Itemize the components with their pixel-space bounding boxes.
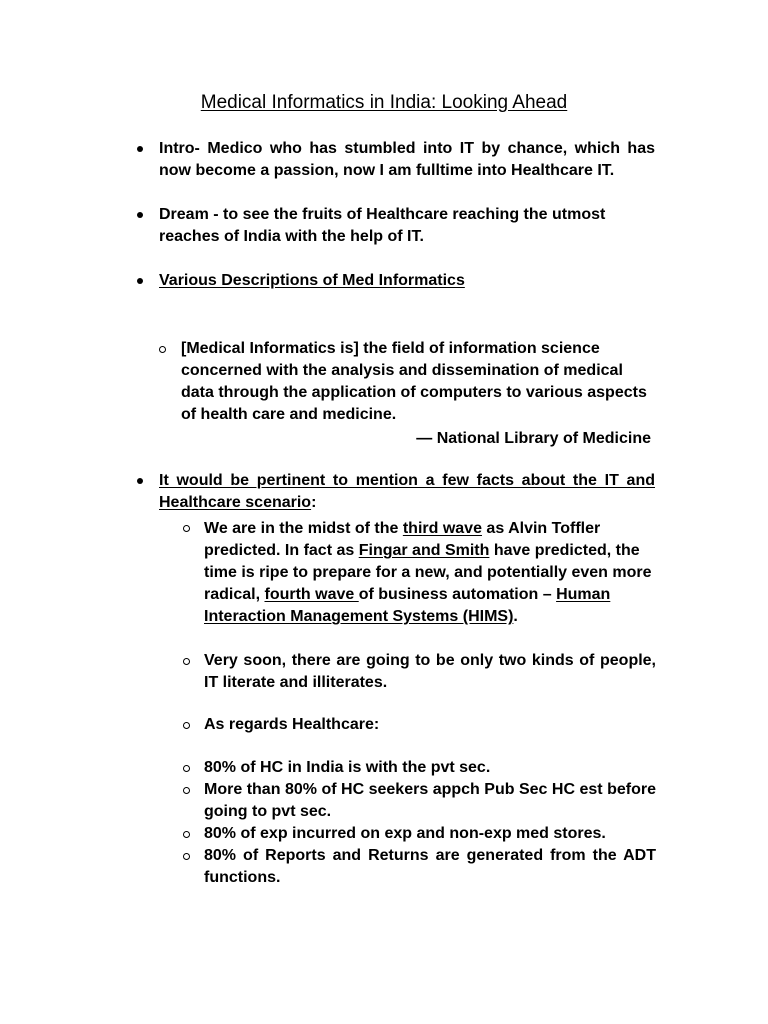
bullet-dot xyxy=(137,212,143,218)
wave-fact-text-3: have predicted, the time is ripe to prepare for a new, and potentially even more radical, xyxy=(204,542,652,603)
descriptions-heading-text: Various Descriptions of Med Informatics xyxy=(159,272,465,289)
hc-item: More than 80% of HC seekers appch Pub Sec HC est before going to pvt sec. xyxy=(204,781,656,820)
fingar-smith-link: Fingar and Smith xyxy=(358,542,490,559)
bullet-dot xyxy=(137,146,143,152)
facts-heading-text: It would be pertinent to mention a few facts about the IT and Healthcare scenario xyxy=(159,472,655,511)
sub-bullet-ring xyxy=(183,525,190,532)
literacy-fact: Very soon, there are going to be only two kinds of people, IT literate and illiterates. xyxy=(204,652,656,691)
wave-fact xyxy=(204,518,656,628)
descriptions-heading xyxy=(159,270,655,292)
sub-bullet-ring xyxy=(159,346,166,353)
bullet-dot xyxy=(137,278,143,284)
hc-item: 80% of exp incurred on exp and non-exp med stores. xyxy=(204,825,606,842)
healthcare-heading: As regards Healthcare: xyxy=(204,716,380,733)
sub-bullet-ring xyxy=(183,765,190,772)
definition-quote: [Medical Informatics is] the field of information science concerned with the analysis and dissemination of medical data through the application of computers to various aspects of health care and medicine. xyxy=(181,340,647,423)
intro-bullet: Intro- Medico who has stumbled into IT by chance, which has now become a passion, now I am fulltime into Healthcare IT. xyxy=(159,140,655,179)
sub-bullet-ring xyxy=(183,658,190,665)
sub-bullet-ring xyxy=(183,831,190,838)
hc-item: 80% of HC in India is with the pvt sec. xyxy=(204,759,491,776)
facts-heading-colon: : xyxy=(311,494,317,511)
sub-bullet-ring xyxy=(183,853,190,860)
sub-bullet-ring xyxy=(183,722,190,729)
wave-fact-text-2: as Alvin Toffler predicted. In fact as xyxy=(204,520,601,559)
wave-fact-text-4: of business automation – xyxy=(358,586,557,603)
facts-heading xyxy=(159,470,655,514)
page-title: Medical Informatics in India: Looking Ahead xyxy=(200,92,568,113)
bullet-dot xyxy=(137,478,143,484)
hc-item: 80% of Reports and Returns are generated from the ADT functions. xyxy=(204,847,656,886)
sub-bullet-ring xyxy=(183,787,190,794)
fourth-wave-link: fourth wave xyxy=(264,586,359,603)
dream-bullet: Dream - to see the fruits of Healthcare reaching the utmost reaches of India with the help of IT. xyxy=(159,206,606,245)
wave-fact-text-1: We are in the midst of the xyxy=(204,520,403,537)
third-wave-link: third wave xyxy=(402,520,482,537)
wave-fact-text-5: . xyxy=(513,608,518,625)
hims-link: Human Interaction Management Systems (HIMS) xyxy=(204,586,611,625)
definition-source: — National Library of Medicine xyxy=(416,430,651,447)
